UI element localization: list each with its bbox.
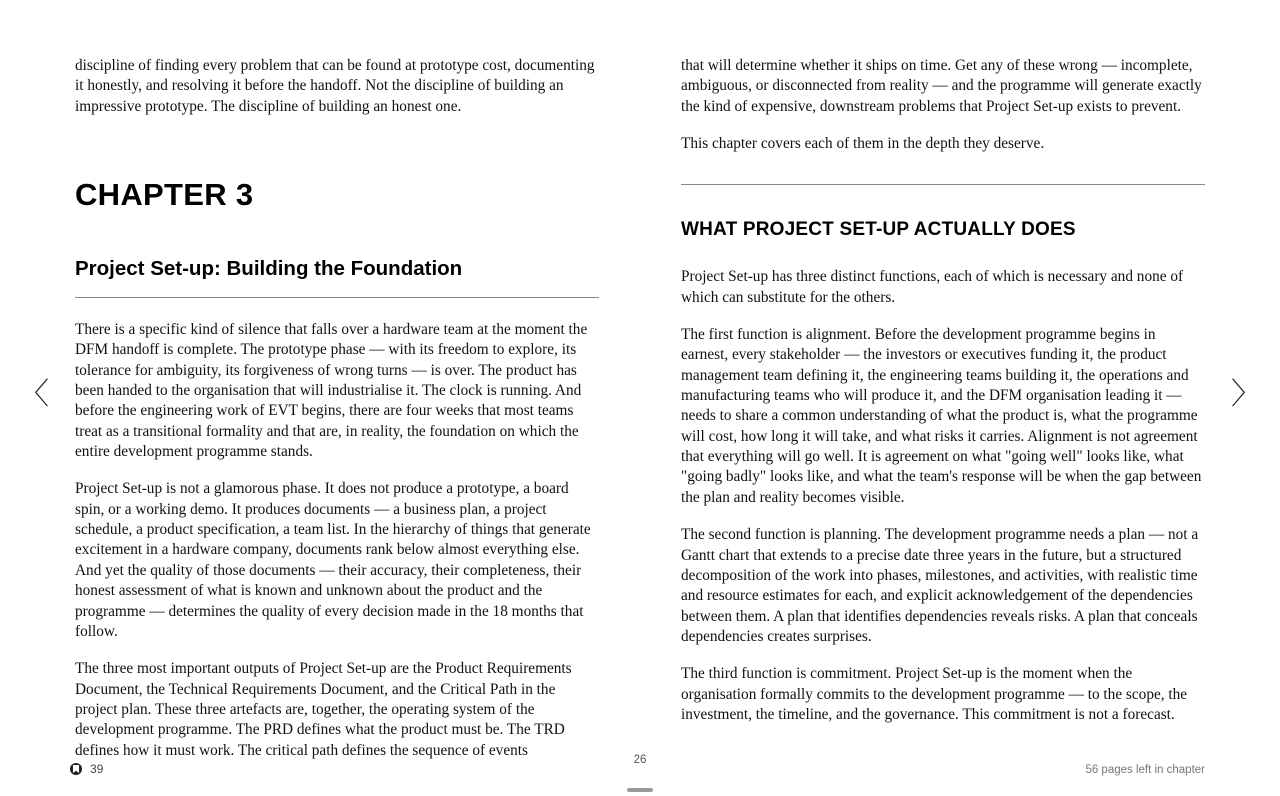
home-indicator[interactable] (627, 788, 653, 792)
next-page-arrow[interactable]: 〉 (1231, 378, 1261, 411)
chapter-label: CHAPTER 3 (75, 177, 254, 213)
chapter-divider (75, 297, 599, 298)
body-paragraph: There is a specific kind of silence that falls over a hardware team at the moment the DFM handoff is complete. The prototype phase — with its freedom to explore, its tolerance for ambiguity, its forgiveness of wrong turns — is over. The product has been handed to the organisation that will industrialise it. The clock is running. And before the engineering work of EVT begins, there are four weeks that most teams treat as a transitional formality and that are, in reality, the foundation on which the entire development programme stands. (75, 321, 588, 461)
body-paragraph: The second function is planning. The development programme needs a plan — not a Gantt chart that extends to a precise date three years in the future, but a structured decomposition of the work into phases, milestones, and activities, with realistic time and resource estimates for each, and explicit acknowledgement of the dependencies between them. A plan that identifies dependencies reveals risks. A plan that conceals dependencies creates surprises. (681, 526, 1199, 645)
previous-page-arrow[interactable]: 〈 (19, 378, 49, 411)
page-number: 26 (633, 754, 647, 766)
page-columns (0, 56, 1280, 759)
continued-paragraph: that will determine whether it ships on time. Get any of these wrong — incomplete, ambiguous, or disconnected from reality — and the programme will generate exactly the kind of expensive, downstream problems that Project Set-up exists to prevent. (681, 57, 1202, 115)
continued-paragraph: discipline of finding every problem that can be found at prototype cost, documenting it honestly, and resolving it before the handoff. Not the discipline of building an impressive prototype. The discipline of building an honest one. (75, 57, 595, 115)
section-divider (681, 184, 1205, 185)
left-page-column (75, 56, 599, 759)
body-paragraph: The third function is commitment. Project Set-up is the moment when the organisation formally commits to the development programme — to the scope, the investment, the timeline, and the governance. This commitment is not a forecast. (681, 665, 1188, 723)
lead-paragraph: This chapter covers each of them in the depth they deserve. (681, 135, 1045, 153)
section-heading: WHAT PROJECT SET-UP ACTUALLY DOES (681, 219, 1076, 241)
pages-left-label: 56 pages left in chapter (1085, 764, 1205, 776)
right-page-column (681, 56, 1205, 736)
body-paragraph: Project Set-up has three distinct functions, each of which is necessary and none of which can substitute for the others. (681, 268, 1184, 306)
body-paragraph: The first function is alignment. Before the development programme begins in earnest, every stakeholder — the investors or executives funding it, the product management team defining it, the engineering teams building it, the operations and manufacturing teams who will produce it, and the DFM organisation leading it — needs to share a common understanding of what the product is, what the programme will cost, how long it will take, and what risks it carries. Alignment is not agreement that everything will go well. It is agreement on what "going well" looks like, what "going badly" looks like, and what the team's response will be when the gap between the plan and reality becomes visible. (681, 326, 1202, 506)
body-paragraph: Project Set-up is not a glamorous phase. It does not produce a prototype, a board spin, or a working demo. It produces documents — a business plan, a project schedule, a product specification, a team list. In the hierarchy of things that generate excitement in a hardware company, documents rank below almost everything else. And yet the quality of those documents — their accuracy, their completeness, their honest assessment of what is known and unknown about the product and the programme — determines the quality of every decision made in the 18 months that follow. (75, 480, 591, 640)
bookmark-count: 39 (90, 762, 104, 776)
chapter-title: Project Set-up: Building the Foundation (75, 257, 463, 281)
body-paragraph: The three most important outputs of Project Set-up are the Product Requirements Document, the Technical Requirements Document, and the Critical Path in the project plan. These three artefacts are, together, the operating system of the development programme. The PRD defines what the product must be. The TRD defines how it must work. The critical path defines the sequence of events (75, 660, 572, 759)
